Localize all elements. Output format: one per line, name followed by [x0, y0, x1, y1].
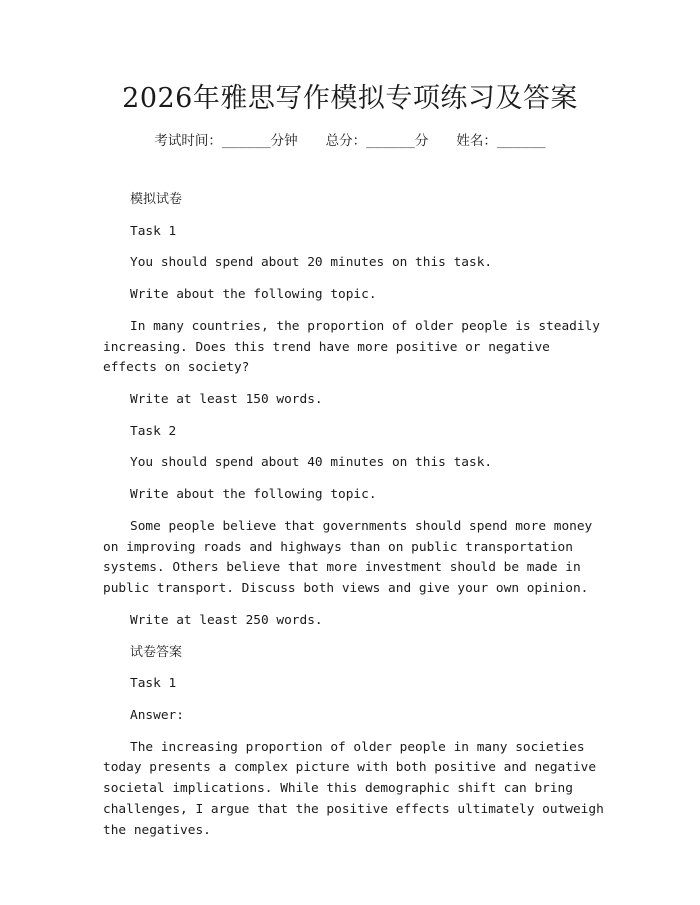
task-2-word-count: Write at least 250 words.	[130, 612, 323, 628]
task-1-heading: Task 1	[130, 223, 177, 239]
answer-task-1-text: The increasing proportion of older people in many societies today presents a complex picture with both positive and negative societal implications. While this demographic shift can bring challenges, I argue that the positive effects ultimately outweigh the negatives.	[103, 739, 604, 838]
exam-time-label: 考试时间：	[154, 133, 222, 149]
name-label: 姓名：	[456, 133, 497, 149]
exam-time-unit: 分钟	[270, 133, 298, 149]
answer-task-1-heading: Task 1	[130, 676, 177, 692]
task-1-word-count: Write at least 150 words.	[130, 392, 323, 408]
document-title: 2026年雅思写作模拟专项练习及答案	[122, 83, 578, 114]
section-heading-mock-exam: 模拟试卷	[130, 192, 183, 207]
score-unit: 分	[414, 133, 429, 149]
task-1-prompt: In many countries, the proportion of older people is steadily increasing. Does this trend have more positive or negative effects on society?	[103, 318, 600, 376]
task-2-topic-instruction: Write about the following topic.	[130, 487, 377, 503]
name-blank: ______	[496, 133, 546, 149]
task-1-topic-instruction: Write about the following topic.	[130, 287, 377, 303]
score-label: 总分：	[325, 133, 367, 149]
section-heading-answers: 试卷答案	[130, 644, 183, 660]
task-2-prompt: Some people believe that governments should spend more money on improving roads and highways than on public transportation systems. Others believe that more investment should be made in public transport. Discuss both views and give your own opinion.	[103, 518, 593, 597]
task-2-heading: Task 2	[130, 423, 177, 439]
task-1-time-instruction: You should spend about 20 minutes on this task.	[130, 255, 493, 271]
score-blank: ______	[366, 133, 415, 149]
exam-time-blank: ______	[221, 133, 271, 149]
answer-label: Answer:	[130, 707, 184, 723]
document-body	[103, 190, 608, 852]
task-2-time-instruction: You should spend about 40 minutes on this task.	[130, 455, 493, 471]
exam-info-line	[0, 131, 700, 151]
